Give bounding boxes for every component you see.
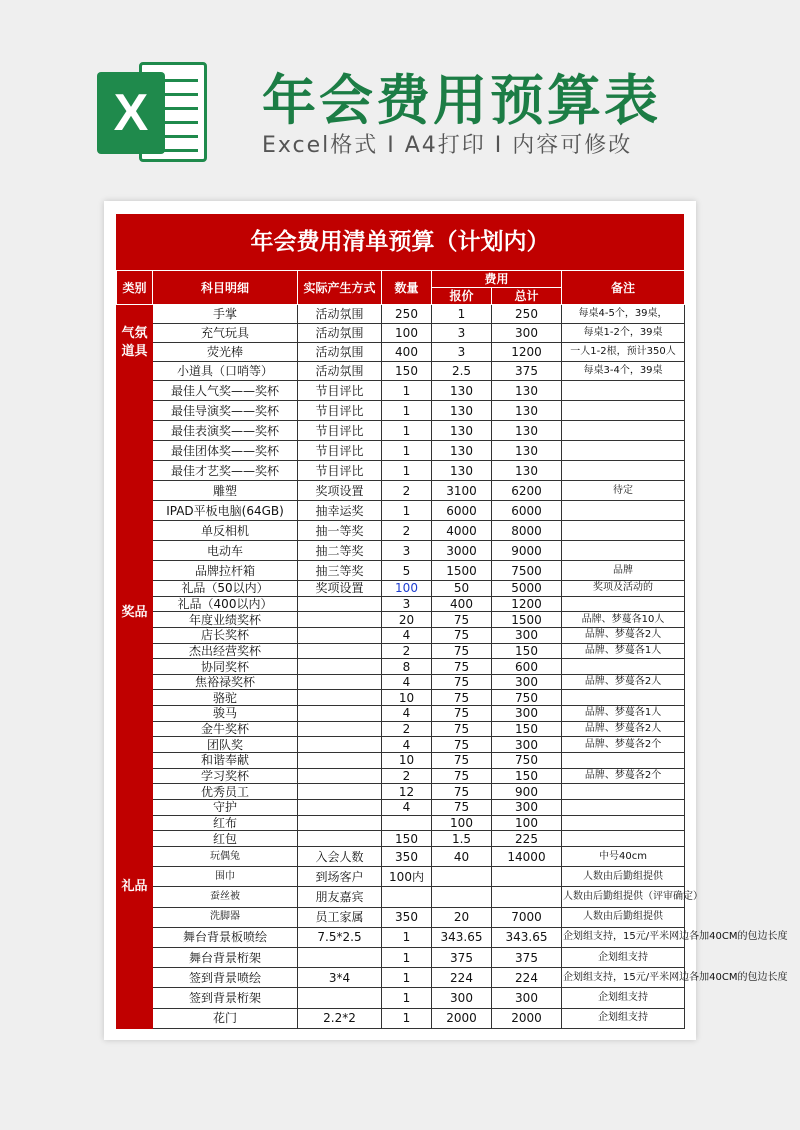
item-cell: 最佳人气奖——奖杯 [153, 381, 298, 401]
remark-cell: 奖项及活动的 [562, 581, 685, 597]
remark-cell: 中号40cm [562, 846, 685, 866]
total-cell: 225 [492, 831, 562, 847]
total-cell: 1500 [492, 612, 562, 628]
table-row [117, 1008, 685, 1028]
total-cell: 130 [492, 461, 562, 481]
table-row [117, 659, 685, 675]
price-cell: 75 [432, 612, 492, 628]
method-cell [298, 659, 382, 675]
qty-cell: 1 [382, 401, 432, 421]
header-qty: 数量 [382, 271, 432, 305]
sheet-title: 年会费用清单预算（计划内） [116, 214, 684, 270]
method-cell [298, 737, 382, 753]
price-cell: 130 [432, 401, 492, 421]
table-row [117, 968, 685, 988]
item-cell: 年度业绩奖杯 [153, 612, 298, 628]
qty-cell: 5 [382, 561, 432, 581]
remark-cell: 人数由后勤组提供 [562, 907, 685, 927]
price-cell: 40 [432, 846, 492, 866]
remark-cell [562, 596, 685, 612]
remark-cell [562, 831, 685, 847]
qty-cell: 150 [382, 831, 432, 847]
qty-cell: 8 [382, 659, 432, 675]
method-cell [298, 784, 382, 800]
item-cell: 荧光棒 [153, 343, 298, 362]
item-cell: 杰出经营奖杯 [153, 643, 298, 659]
qty-cell: 2 [382, 643, 432, 659]
total-cell: 150 [492, 721, 562, 737]
total-cell: 9000 [492, 541, 562, 561]
item-cell: 单反相机 [153, 521, 298, 541]
table-row [117, 887, 685, 907]
remark-cell: 品牌、梦蔓各10人 [562, 612, 685, 628]
remark-cell [562, 659, 685, 675]
header-method: 实际产生方式 [298, 271, 382, 305]
price-cell: 1.5 [432, 831, 492, 847]
remark-cell [562, 784, 685, 800]
qty-cell: 1 [382, 461, 432, 481]
total-cell: 300 [492, 674, 562, 690]
remark-cell [562, 541, 685, 561]
price-cell: 2.5 [432, 362, 492, 381]
remark-cell: 人数由后勤组提供（评审确定） [562, 887, 685, 907]
qty-cell: 3 [382, 541, 432, 561]
qty-cell: 1 [382, 948, 432, 968]
table-row [117, 867, 685, 887]
method-cell [298, 690, 382, 706]
item-cell: 焦裕禄奖杯 [153, 674, 298, 690]
qty-cell: 20 [382, 612, 432, 628]
qty-cell: 4 [382, 737, 432, 753]
header-price: 报价 [432, 288, 492, 305]
price-cell: 75 [432, 627, 492, 643]
table-row [117, 521, 685, 541]
price-cell: 130 [432, 441, 492, 461]
total-cell: 750 [492, 753, 562, 769]
total-cell: 224 [492, 968, 562, 988]
qty-cell: 1 [382, 988, 432, 1008]
total-cell [492, 867, 562, 887]
table-row [117, 753, 685, 769]
total-cell: 8000 [492, 521, 562, 541]
qty-cell: 3 [382, 596, 432, 612]
item-cell: 红布 [153, 815, 298, 831]
price-cell: 75 [432, 674, 492, 690]
method-cell: 员工家属 [298, 907, 382, 927]
item-cell: 花门 [153, 1008, 298, 1028]
banner-subtitle: Excel格式 I A4打印 I 内容可修改 [262, 133, 633, 158]
table-row [117, 461, 685, 481]
remark-cell: 每桌3-4个，39桌 [562, 362, 685, 381]
table-row [117, 721, 685, 737]
table-row [117, 541, 685, 561]
item-cell: 最佳才艺奖——奖杯 [153, 461, 298, 481]
method-cell [298, 815, 382, 831]
header-category: 类别 [117, 271, 153, 305]
item-cell: 红包 [153, 831, 298, 847]
method-cell: 节目评比 [298, 461, 382, 481]
qty-cell: 1 [382, 441, 432, 461]
total-cell: 375 [492, 362, 562, 381]
price-cell [432, 887, 492, 907]
method-cell: 奖项设置 [298, 481, 382, 501]
total-cell: 1200 [492, 596, 562, 612]
remark-cell: 企划组支持，15元/平米网边各加40CM的包边长度 [562, 968, 685, 988]
item-cell: 玩偶兔 [153, 846, 298, 866]
price-cell: 75 [432, 721, 492, 737]
item-cell: 学习奖杯 [153, 768, 298, 784]
method-cell [298, 799, 382, 815]
price-cell: 2000 [432, 1008, 492, 1028]
item-cell: 最佳导演奖——奖杯 [153, 401, 298, 421]
remark-cell [562, 753, 685, 769]
method-cell: 节目评比 [298, 421, 382, 441]
price-cell: 75 [432, 690, 492, 706]
item-cell: 舞台背景板喷绘 [153, 927, 298, 947]
total-cell: 100 [492, 815, 562, 831]
remark-cell: 品牌、梦蔓各2个 [562, 768, 685, 784]
remark-cell [562, 521, 685, 541]
banner [0, 0, 800, 190]
remark-cell: 品牌 [562, 561, 685, 581]
total-cell: 375 [492, 948, 562, 968]
table-row [117, 343, 685, 362]
qty-cell: 4 [382, 799, 432, 815]
price-cell: 1500 [432, 561, 492, 581]
method-cell [298, 753, 382, 769]
header-remark: 备注 [562, 271, 685, 305]
item-cell: 最佳表演奖——奖杯 [153, 421, 298, 441]
table-row [117, 674, 685, 690]
method-cell: 抽一等奖 [298, 521, 382, 541]
remark-cell: 品牌、梦蔓各1人 [562, 643, 685, 659]
total-cell: 300 [492, 706, 562, 722]
price-cell: 3000 [432, 541, 492, 561]
method-cell: 奖项设置 [298, 581, 382, 597]
total-cell: 7000 [492, 907, 562, 927]
qty-cell: 100 [382, 324, 432, 343]
total-cell: 130 [492, 401, 562, 421]
remark-cell [562, 690, 685, 706]
total-cell: 150 [492, 643, 562, 659]
table-row [117, 988, 685, 1008]
price-cell: 3 [432, 343, 492, 362]
method-cell: 3*4 [298, 968, 382, 988]
method-cell: 活动氛围 [298, 324, 382, 343]
remark-cell [562, 799, 685, 815]
table-row [117, 948, 685, 968]
method-cell: 节目评比 [298, 381, 382, 401]
table-row [117, 581, 685, 597]
price-cell: 224 [432, 968, 492, 988]
table-row [117, 362, 685, 381]
qty-cell: 150 [382, 362, 432, 381]
table-row [117, 596, 685, 612]
qty-cell: 1 [382, 501, 432, 521]
item-cell: 充气玩具 [153, 324, 298, 343]
item-cell: 蚕丝被 [153, 887, 298, 907]
price-cell: 300 [432, 988, 492, 1008]
total-cell: 250 [492, 305, 562, 324]
category-cell: 气氛道具 [117, 305, 153, 381]
table-row [117, 324, 685, 343]
qty-cell [382, 887, 432, 907]
item-cell: 雕塑 [153, 481, 298, 501]
qty-cell: 4 [382, 706, 432, 722]
table-row [117, 768, 685, 784]
table-row [117, 401, 685, 421]
table-row [117, 421, 685, 441]
price-cell: 75 [432, 706, 492, 722]
total-cell: 130 [492, 381, 562, 401]
item-cell: 签到背景喷绘 [153, 968, 298, 988]
table-row [117, 561, 685, 581]
item-cell: 品牌拉杆箱 [153, 561, 298, 581]
method-cell: 7.5*2.5 [298, 927, 382, 947]
price-cell: 20 [432, 907, 492, 927]
item-cell: 签到背景桁架 [153, 988, 298, 1008]
total-cell: 900 [492, 784, 562, 800]
total-cell: 300 [492, 627, 562, 643]
price-cell: 75 [432, 799, 492, 815]
item-cell: 舞台背景桁架 [153, 948, 298, 968]
qty-cell: 2 [382, 481, 432, 501]
qty-cell: 2 [382, 521, 432, 541]
total-cell: 130 [492, 441, 562, 461]
price-cell: 75 [432, 768, 492, 784]
header-item: 科目明细 [153, 271, 298, 305]
total-cell: 6200 [492, 481, 562, 501]
method-cell: 2.2*2 [298, 1008, 382, 1028]
total-cell: 300 [492, 324, 562, 343]
remark-cell: 待定 [562, 481, 685, 501]
price-cell: 75 [432, 753, 492, 769]
total-cell: 343.65 [492, 927, 562, 947]
qty-cell: 1 [382, 421, 432, 441]
qty-cell: 100内 [382, 867, 432, 887]
price-cell: 130 [432, 421, 492, 441]
item-cell: 和谐奉献 [153, 753, 298, 769]
header-cost: 费用 [432, 271, 562, 288]
item-cell: 礼品（400以内） [153, 596, 298, 612]
method-cell: 抽二等奖 [298, 541, 382, 561]
item-cell: 骆驼 [153, 690, 298, 706]
method-cell [298, 612, 382, 628]
qty-cell: 10 [382, 690, 432, 706]
method-cell: 到场客户 [298, 867, 382, 887]
method-cell [298, 831, 382, 847]
table-row [117, 305, 685, 324]
qty-cell: 1 [382, 1008, 432, 1028]
method-cell [298, 988, 382, 1008]
table-row [117, 481, 685, 501]
price-cell: 1 [432, 305, 492, 324]
method-cell: 活动氛围 [298, 343, 382, 362]
item-cell: 礼品（50以内） [153, 581, 298, 597]
remark-cell [562, 381, 685, 401]
qty-cell: 2 [382, 721, 432, 737]
qty-cell: 4 [382, 627, 432, 643]
qty-cell: 4 [382, 674, 432, 690]
total-cell: 300 [492, 737, 562, 753]
method-cell: 活动氛围 [298, 362, 382, 381]
total-cell: 600 [492, 659, 562, 675]
qty-cell: 1 [382, 381, 432, 401]
total-cell: 300 [492, 799, 562, 815]
total-cell: 750 [492, 690, 562, 706]
item-cell: IPAD平板电脑(64GB) [153, 501, 298, 521]
table-row [117, 381, 685, 401]
method-cell [298, 768, 382, 784]
qty-cell: 250 [382, 305, 432, 324]
method-cell [298, 948, 382, 968]
remark-cell: 企划组支持 [562, 948, 685, 968]
table-row [117, 441, 685, 461]
total-cell: 300 [492, 988, 562, 1008]
method-cell: 节目评比 [298, 441, 382, 461]
item-cell: 骏马 [153, 706, 298, 722]
total-cell: 14000 [492, 846, 562, 866]
price-cell: 375 [432, 948, 492, 968]
header-total: 总计 [492, 288, 562, 305]
price-cell: 75 [432, 643, 492, 659]
price-cell: 3 [432, 324, 492, 343]
qty-cell: 350 [382, 846, 432, 866]
item-cell: 团队奖 [153, 737, 298, 753]
item-cell: 优秀员工 [153, 784, 298, 800]
price-cell: 3100 [432, 481, 492, 501]
item-cell: 小道具（口哨等） [153, 362, 298, 381]
price-cell: 75 [432, 784, 492, 800]
method-cell [298, 706, 382, 722]
table-row [117, 690, 685, 706]
item-cell: 金牛奖杯 [153, 721, 298, 737]
item-cell: 电动车 [153, 541, 298, 561]
total-cell: 7500 [492, 561, 562, 581]
remark-cell: 品牌、梦蔓各2人 [562, 674, 685, 690]
remark-cell: 品牌、梦蔓各2人 [562, 627, 685, 643]
remark-cell [562, 401, 685, 421]
method-cell: 入会人数 [298, 846, 382, 866]
table-row [117, 612, 685, 628]
method-cell: 抽幸运奖 [298, 501, 382, 521]
remark-cell [562, 421, 685, 441]
price-cell: 130 [432, 461, 492, 481]
price-cell: 100 [432, 815, 492, 831]
item-cell: 协同奖杯 [153, 659, 298, 675]
table-row [117, 627, 685, 643]
table-row [117, 706, 685, 722]
qty-cell: 2 [382, 768, 432, 784]
remark-cell [562, 461, 685, 481]
item-cell: 洗脚器 [153, 907, 298, 927]
remark-cell: 品牌、梦蔓各2个 [562, 737, 685, 753]
price-cell: 130 [432, 381, 492, 401]
remark-cell: 品牌、梦蔓各1人 [562, 706, 685, 722]
method-cell [298, 627, 382, 643]
remark-cell: 每桌4-5个，39桌， [562, 305, 685, 324]
total-cell: 130 [492, 421, 562, 441]
total-cell: 1200 [492, 343, 562, 362]
table-row [117, 737, 685, 753]
table-row [117, 815, 685, 831]
table-row [117, 501, 685, 521]
category-cell [117, 927, 153, 1028]
budget-table [116, 270, 788, 1029]
table-row [117, 831, 685, 847]
price-cell: 4000 [432, 521, 492, 541]
total-cell: 2000 [492, 1008, 562, 1028]
qty-cell: 1 [382, 927, 432, 947]
method-cell: 活动氛围 [298, 305, 382, 324]
price-cell: 6000 [432, 501, 492, 521]
qty-cell: 350 [382, 907, 432, 927]
qty-cell: 400 [382, 343, 432, 362]
banner-title: 年会费用预算表 [262, 69, 661, 132]
item-cell: 围巾 [153, 867, 298, 887]
total-cell: 150 [492, 768, 562, 784]
method-cell: 抽三等奖 [298, 561, 382, 581]
remark-cell [562, 815, 685, 831]
table-row [117, 784, 685, 800]
item-cell: 最佳团体奖——奖杯 [153, 441, 298, 461]
total-cell: 5000 [492, 581, 562, 597]
remark-cell: 企划组支持 [562, 988, 685, 1008]
method-cell [298, 596, 382, 612]
qty-cell [382, 815, 432, 831]
method-cell [298, 674, 382, 690]
price-cell [432, 867, 492, 887]
table-row [117, 907, 685, 927]
remark-cell [562, 441, 685, 461]
method-cell: 节目评比 [298, 401, 382, 421]
method-cell [298, 721, 382, 737]
price-cell: 50 [432, 581, 492, 597]
item-cell: 店长奖杯 [153, 627, 298, 643]
method-cell: 朋友嘉宾 [298, 887, 382, 907]
total-cell: 6000 [492, 501, 562, 521]
qty-cell: 1 [382, 968, 432, 988]
total-cell [492, 887, 562, 907]
remark-cell [562, 501, 685, 521]
category-cell: 礼品 [117, 846, 153, 927]
price-cell: 400 [432, 596, 492, 612]
remark-cell: 每桌1-2个，39桌 [562, 324, 685, 343]
remark-cell: 一人1-2根，预计350人 [562, 343, 685, 362]
table-row [117, 643, 685, 659]
item-cell: 手掌 [153, 305, 298, 324]
price-cell: 75 [432, 659, 492, 675]
table-row [117, 799, 685, 815]
method-cell [298, 643, 382, 659]
qty-cell: 10 [382, 753, 432, 769]
table-row [117, 927, 685, 947]
category-cell: 奖品 [117, 381, 153, 847]
item-cell: 守护 [153, 799, 298, 815]
remark-cell: 人数由后勤组提供 [562, 867, 685, 887]
excel-logo-icon: X [97, 62, 207, 162]
qty-cell: 100 [382, 581, 432, 597]
qty-cell: 12 [382, 784, 432, 800]
remark-cell: 企划组支持，15元/平米网边各加40CM的包边长度 [562, 927, 685, 947]
price-cell: 75 [432, 737, 492, 753]
price-cell: 343.65 [432, 927, 492, 947]
remark-cell: 企划组支持 [562, 1008, 685, 1028]
remark-cell: 品牌、梦蔓各2人 [562, 721, 685, 737]
table-row [117, 846, 685, 866]
